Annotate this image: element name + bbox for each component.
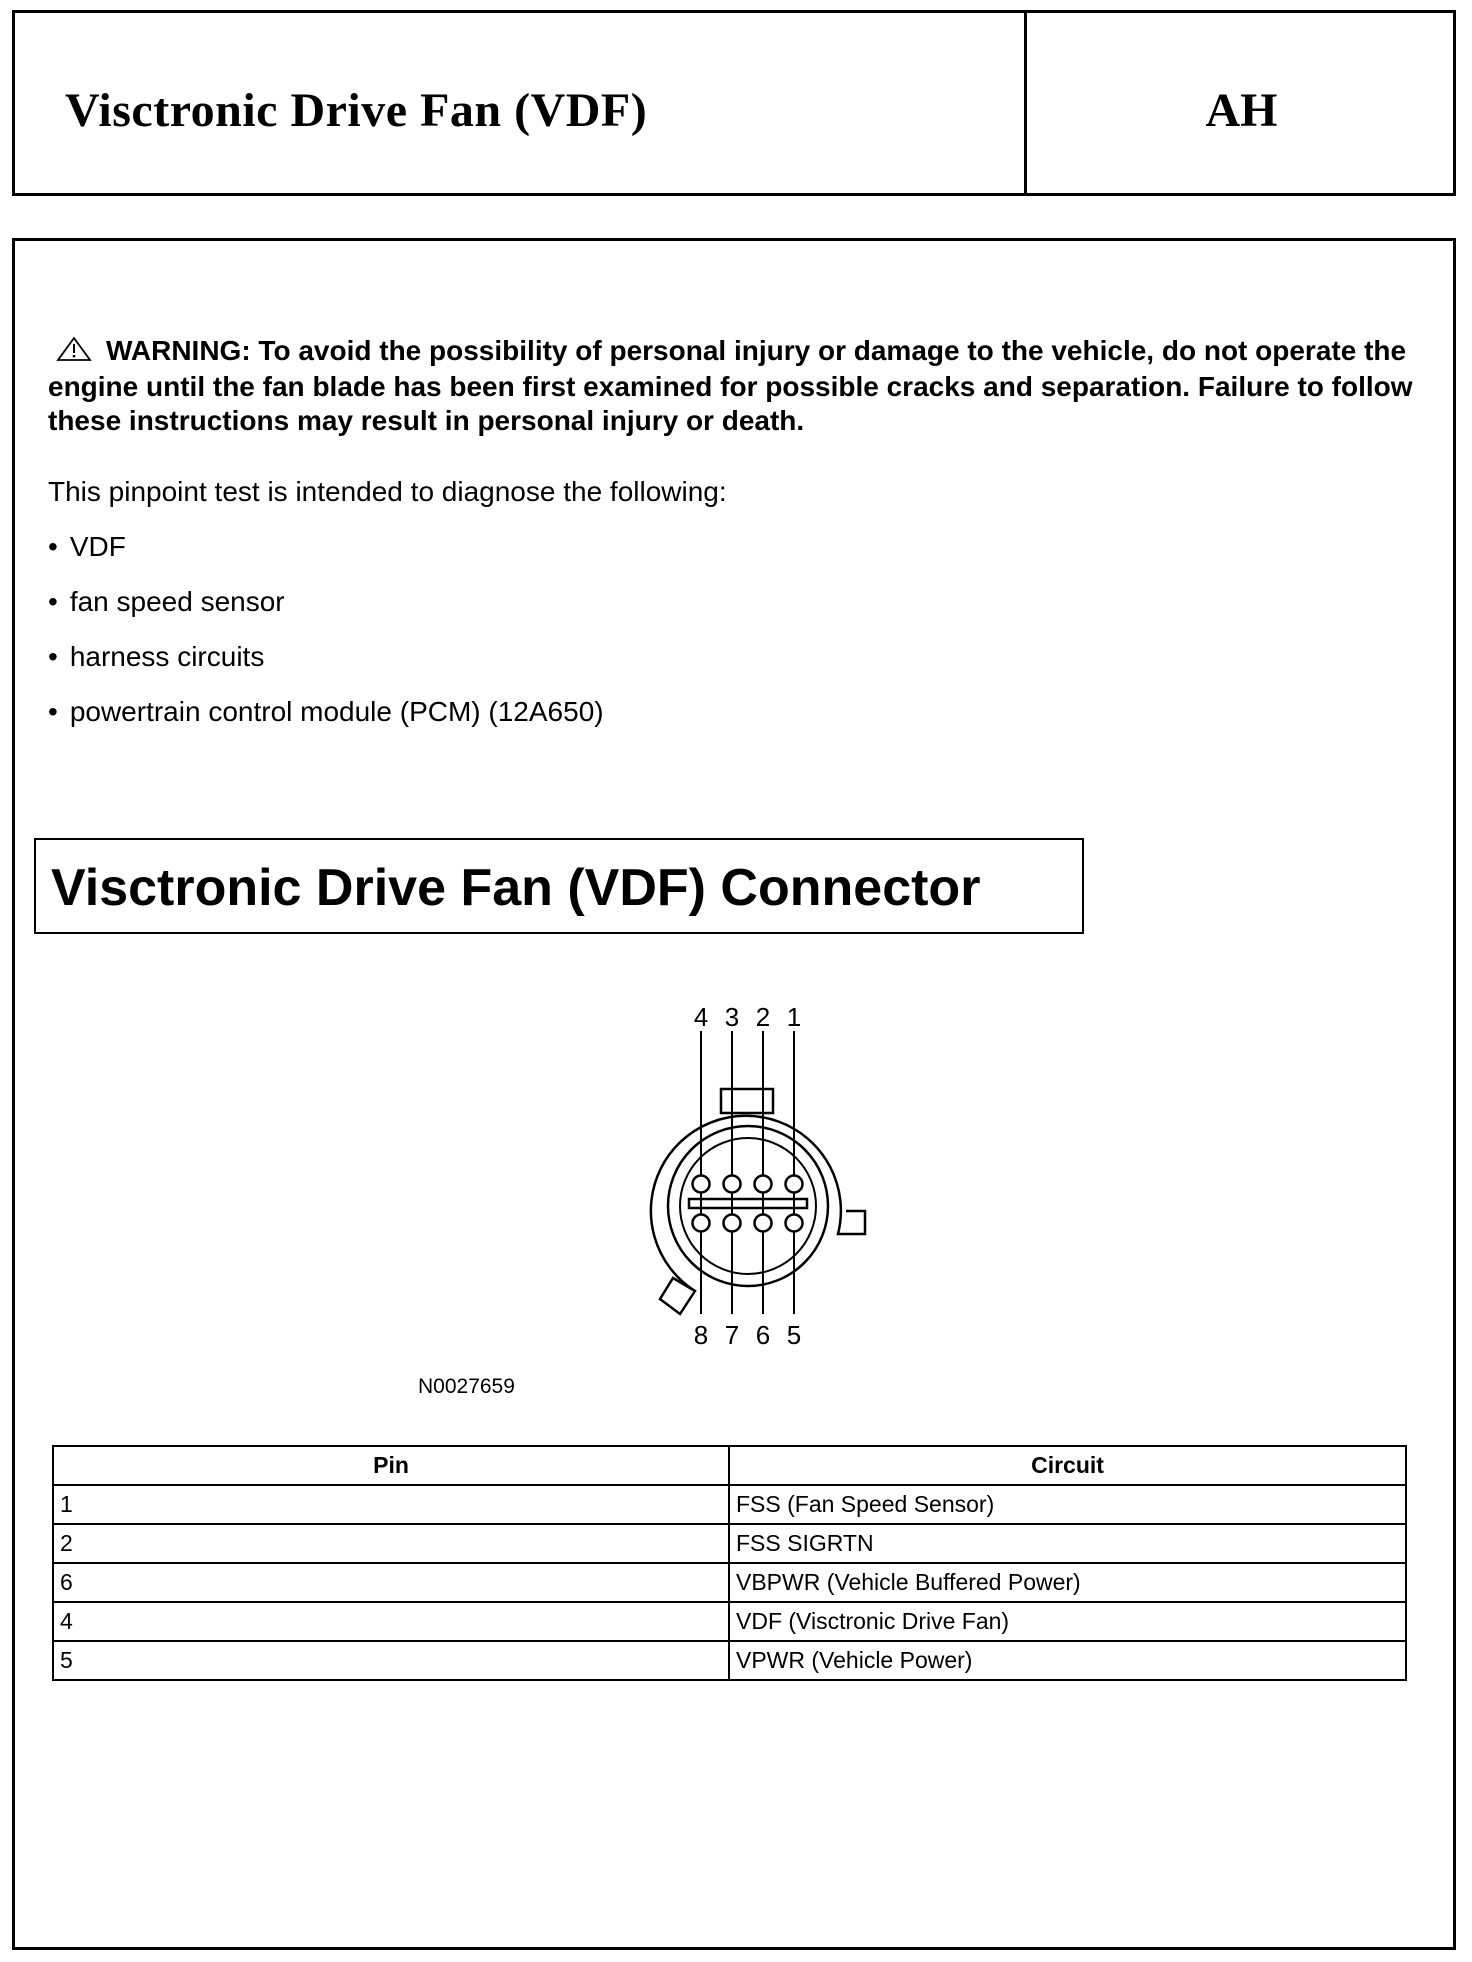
- list-item: • harness circuits: [48, 641, 604, 696]
- section-title-box: [34, 838, 1084, 934]
- pin-label-8: 8: [693, 1320, 709, 1350]
- main-content-box: [12, 238, 1456, 1950]
- intro-text: This pinpoint test is intended to diagnose the following:: [48, 476, 727, 507]
- connector-diagram: [615, 991, 915, 1376]
- pin-cell: 4: [53, 1602, 729, 1641]
- warning-text: WARNING: To avoid the possibility of personal injury or damage to the vehicle, do not operate the engine until the fan blade has been first examined for possible cracks and separation. Failure to follow these instructions may result in personal injury or death.: [48, 335, 1413, 436]
- section-title: Visctronic Drive Fan (VDF) Connector: [51, 859, 981, 917]
- page-title: Visctronic Drive Fan (VDF): [65, 84, 648, 137]
- figure-id: N0027659: [418, 1375, 515, 1398]
- pin-label-1: 1: [786, 1002, 802, 1032]
- pin-label-5: 5: [786, 1320, 802, 1350]
- pin-label-6: 6: [755, 1320, 771, 1350]
- pin-label-3: 3: [724, 1002, 740, 1032]
- column-header-circuit: Circuit: [729, 1446, 1406, 1485]
- table-row: [53, 1563, 1406, 1602]
- list-item: • powertrain control module (PCM) (12A650): [48, 696, 604, 751]
- table-row: [53, 1524, 1406, 1563]
- warning-block: [48, 334, 1438, 438]
- list-item: • VDF: [48, 531, 604, 586]
- page-header: [12, 10, 1456, 196]
- pin-cell: 2: [53, 1524, 729, 1563]
- list-item: • fan speed sensor: [48, 586, 604, 641]
- circuit-cell: VBPWR (Vehicle Buffered Power): [729, 1563, 1406, 1602]
- pin-circuit-table: [52, 1445, 1407, 1681]
- pin-cell: 5: [53, 1641, 729, 1680]
- pin-label-7: 7: [724, 1320, 740, 1350]
- pin-cell: 1: [53, 1485, 729, 1524]
- circuit-cell: FSS (Fan Speed Sensor): [729, 1485, 1406, 1524]
- pin-label-4: 4: [693, 1002, 709, 1032]
- table-row: [53, 1641, 1406, 1680]
- table-row: [53, 1485, 1406, 1524]
- pin-label-2: 2: [755, 1002, 771, 1032]
- column-header-pin: Pin: [53, 1446, 729, 1485]
- section-code: AH: [1205, 84, 1278, 137]
- warning-triangle-icon: [56, 336, 92, 370]
- diagnose-list: [48, 531, 604, 751]
- pin-cell: 6: [53, 1563, 729, 1602]
- table-header-row: [53, 1446, 1406, 1485]
- circuit-cell: FSS SIGRTN: [729, 1524, 1406, 1563]
- table-row: [53, 1602, 1406, 1641]
- circuit-cell: VPWR (Vehicle Power): [729, 1641, 1406, 1680]
- circuit-cell: VDF (Visctronic Drive Fan): [729, 1602, 1406, 1641]
